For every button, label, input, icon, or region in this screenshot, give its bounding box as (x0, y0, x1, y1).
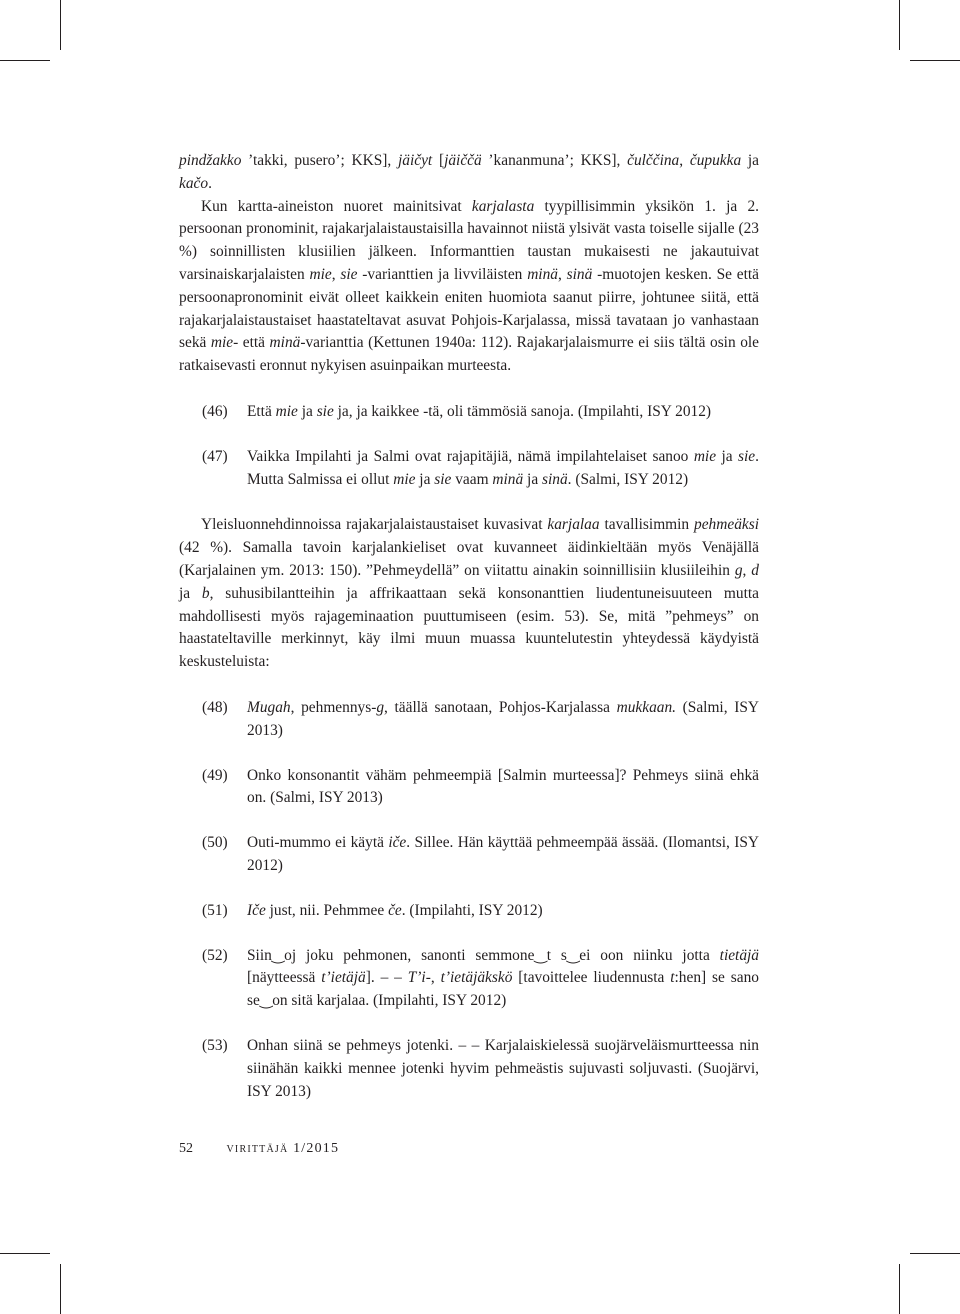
italic-run: mie (309, 265, 332, 283)
text-run: ja (523, 470, 543, 488)
text-run: ja (297, 402, 317, 420)
text-run: , täällä sanotaan, Pohjos-Karjalassa (384, 698, 617, 716)
example-number: (47) (202, 447, 228, 465)
page-number: 52 (179, 1141, 193, 1156)
crop-mark (0, 60, 50, 61)
text-run: -varianttia (Kettunen 1940a: 112). Rajakarjalaismurre ei siis tältä osin ole ratkaisevasti eronnut nykyisen asuinpaikan murteesta. (179, 334, 759, 375)
text-run: Vaikka Impilahti ja Salmi ovat rajapitäjiä, nämä impilahtelaiset sanoo (247, 447, 694, 465)
italic-run: g (734, 561, 743, 579)
example-number: (51) (202, 901, 228, 919)
italic-run: mie (393, 470, 416, 488)
text-run: . (Impilahti, ISY 2012) (401, 901, 543, 919)
example-item (179, 832, 759, 878)
italic-run: mukkaan. (616, 698, 677, 716)
text-run: ’takki, pusero’; KKS], (241, 152, 399, 169)
italic-run: kačo (179, 174, 209, 192)
text-run: , (430, 969, 441, 987)
text-run: ja (741, 152, 759, 169)
italic-run: mie (275, 402, 298, 420)
italic-run: mie (693, 447, 717, 465)
text-run: Siin‿oj joku pehmonen, sanonti semmone‿t s‿ei oon niinku jotta (247, 946, 720, 964)
text-run: , (331, 265, 341, 283)
italic-run: pindžakko (179, 152, 242, 169)
crop-mark (60, 1264, 61, 1314)
italic-run: minä (527, 265, 558, 283)
italic-run: jäičyt (398, 152, 433, 169)
italic-run: čupukka (689, 152, 742, 169)
text-run: Onko konsonantit vähäm pehmeempiä [Salmin murteessa]? Pehmeys siinä ehkä on. (Salmi, ISY 2013) (247, 766, 759, 807)
italic-run: sinä (566, 265, 593, 283)
text-run: tavallisimmin (599, 516, 695, 534)
italic-run: minä (492, 470, 524, 488)
paragraph (179, 514, 759, 674)
crop-mark (899, 1264, 900, 1314)
text-run: , (679, 152, 690, 169)
crop-mark (910, 1253, 960, 1254)
example-list (179, 697, 759, 1103)
example-number: (48) (202, 698, 228, 716)
italic-run: tietäjä (719, 946, 759, 964)
italic-run: t’ietäjä (321, 969, 366, 987)
text-run: (Salmi, ISY 2013) (247, 698, 759, 739)
example-text (247, 401, 759, 424)
text-run: Kun kartta-aineiston nuoret mainitsivat (201, 197, 472, 215)
text-run: , suhusibilantteihin ja affrikaattaan sekä konsonanttien liudentuneisuuteen mutta mahdollisesti myös rajageminaation puuttumiseen (esim. 53). Se, mitä ”pehmeys” on haastateltaville merkinnyt, käy ilmi muun muassa kuuntelutestin yhteydessä käydyistä keskusteluista: (179, 584, 759, 671)
example-list (179, 401, 759, 491)
example-text (247, 446, 759, 492)
italic-run: iče (388, 834, 407, 852)
italic-run: mie- (210, 334, 239, 352)
body-text (179, 150, 759, 1103)
text-run: [näytteessä (247, 969, 322, 987)
example-number: (46) (202, 402, 228, 420)
text-run: Onhan siinä se pehmeys jotenki. – – Karjalaiskielessä suojärveläismurtteessa nin siinähän kaikki mennee jotenki hyvim pehmeästis sujuvasti soljuvasti. (Suojärvi, ISY 2013) (247, 1036, 759, 1100)
text-run: ’kananmuna’; KKS], (481, 152, 628, 169)
example-number: (50) (202, 834, 228, 852)
text-run: vaam (451, 470, 493, 488)
text-run: , pehmennys- (290, 698, 377, 716)
example-item (179, 446, 759, 492)
italic-run: t (670, 969, 675, 987)
italic-run: sie (340, 265, 358, 283)
italic-run: Tʼi- (407, 969, 431, 987)
example-item (179, 765, 759, 811)
italic-run: če (388, 901, 402, 919)
italic-run: b (201, 584, 210, 602)
example-text (247, 765, 759, 811)
text-run: -muotojen kesken. Se että persoonapronominit eivät olleet kaikkein eniten huomiota saanut piirre, johtunee siitä, että rajakarjalaistaustaiset haastateltavat asuvat Pohjois-Karjalassa, missä tavataan jo vanhastaan sekä (179, 265, 760, 352)
text-run: , (557, 265, 567, 283)
italic-run: Iče (247, 901, 266, 919)
crop-mark (910, 60, 960, 61)
italic-run: minä (269, 334, 301, 352)
text-run: . Mutta Salmissa ei ollut (247, 447, 759, 488)
text-run: . (208, 174, 212, 192)
italic-run: čulččina (627, 152, 680, 169)
italic-run: jäiččä (444, 152, 482, 169)
text-run: että (238, 334, 270, 352)
text-run: [tavoittelee liudennusta (512, 969, 671, 987)
italic-run: t’ietäjäkskö (440, 969, 513, 987)
text-run: :hen] se sano se‿on sitä karjalaa. (Impilahti, ISY 2012) (247, 969, 759, 1010)
text-run: [ (432, 152, 445, 169)
italic-run: pehmeäksi (694, 516, 759, 534)
text-run: , (742, 561, 752, 579)
text-run: ja (716, 447, 739, 465)
example-item (179, 697, 759, 743)
example-item (179, 1035, 759, 1103)
example-item (179, 900, 759, 923)
example-item (179, 945, 759, 1013)
example-number: (52) (202, 946, 228, 964)
crop-mark (899, 0, 900, 50)
text-run: . (Salmi, ISY 2012) (567, 470, 689, 488)
italic-run: karjalaa (547, 516, 600, 534)
text-run: -varianttien ja livviläisten (357, 265, 528, 283)
example-number: (53) (202, 1036, 228, 1054)
italic-run: g (376, 698, 385, 716)
italic-run: d (751, 561, 759, 579)
text-run: Yleisluonnehdinnoissa rajakarjalaistaustaiset kuvasivat (201, 516, 548, 534)
italic-run: sie (316, 402, 334, 420)
text-run: just, nii. Pehmmee (265, 901, 389, 919)
text-run: (42 %). Samalla tavoin karjalankieliset ovat kuvanneet äidinkieltään myös Venäjällä (Karjalainen ym. 2013: 150). ”Pehmeydellä” on viitattu ainakin soinnillisiin klusiileihin (179, 539, 759, 579)
text-run: ja (179, 584, 202, 602)
example-text (247, 832, 759, 878)
text-run: tyypillisimmin yksikön 1. ja 2. persoonan pronominit, rajakarjalaistaustaisilla havainnot niistä ylsivät vasta toiselle sijalle (23 %) soinnillisten klusiilien jälkeen. Informanttien taustan mukaisesti ne jakautuivat varsinaiskarjalaisten (179, 197, 759, 283)
text-run: ]. – – (365, 969, 408, 987)
example-text (247, 1035, 759, 1103)
example-number: (49) (202, 766, 228, 784)
journal-name: virittäjä 1/2015 (226, 1141, 340, 1156)
example-text (247, 697, 759, 743)
crop-mark (60, 0, 61, 50)
italic-run: sinä (542, 470, 568, 488)
example-text (247, 900, 759, 923)
crop-mark (0, 1253, 50, 1254)
example-item (179, 401, 759, 424)
italic-run: sie (434, 470, 452, 488)
paragraph (179, 196, 759, 378)
text-run: Että (247, 402, 276, 420)
example-text (247, 945, 759, 1013)
italic-run: Mugah (247, 698, 291, 716)
italic-run: sie (738, 447, 756, 465)
page-footer (179, 1141, 339, 1157)
text-run: Outi-mummo ei käytä (247, 834, 389, 852)
text-run: ja (415, 470, 435, 488)
text-run: ja, ja kaikkee -tä, oli tämmösiä sanoja. (Impilahti, ISY 2012) (333, 402, 712, 420)
paragraph (179, 150, 759, 196)
text-run: . Sillee. Hän käyttää pehmeempää ässää. (Ilomantsi, ISY 2012) (247, 834, 759, 874)
italic-run: karjalasta (471, 197, 535, 215)
